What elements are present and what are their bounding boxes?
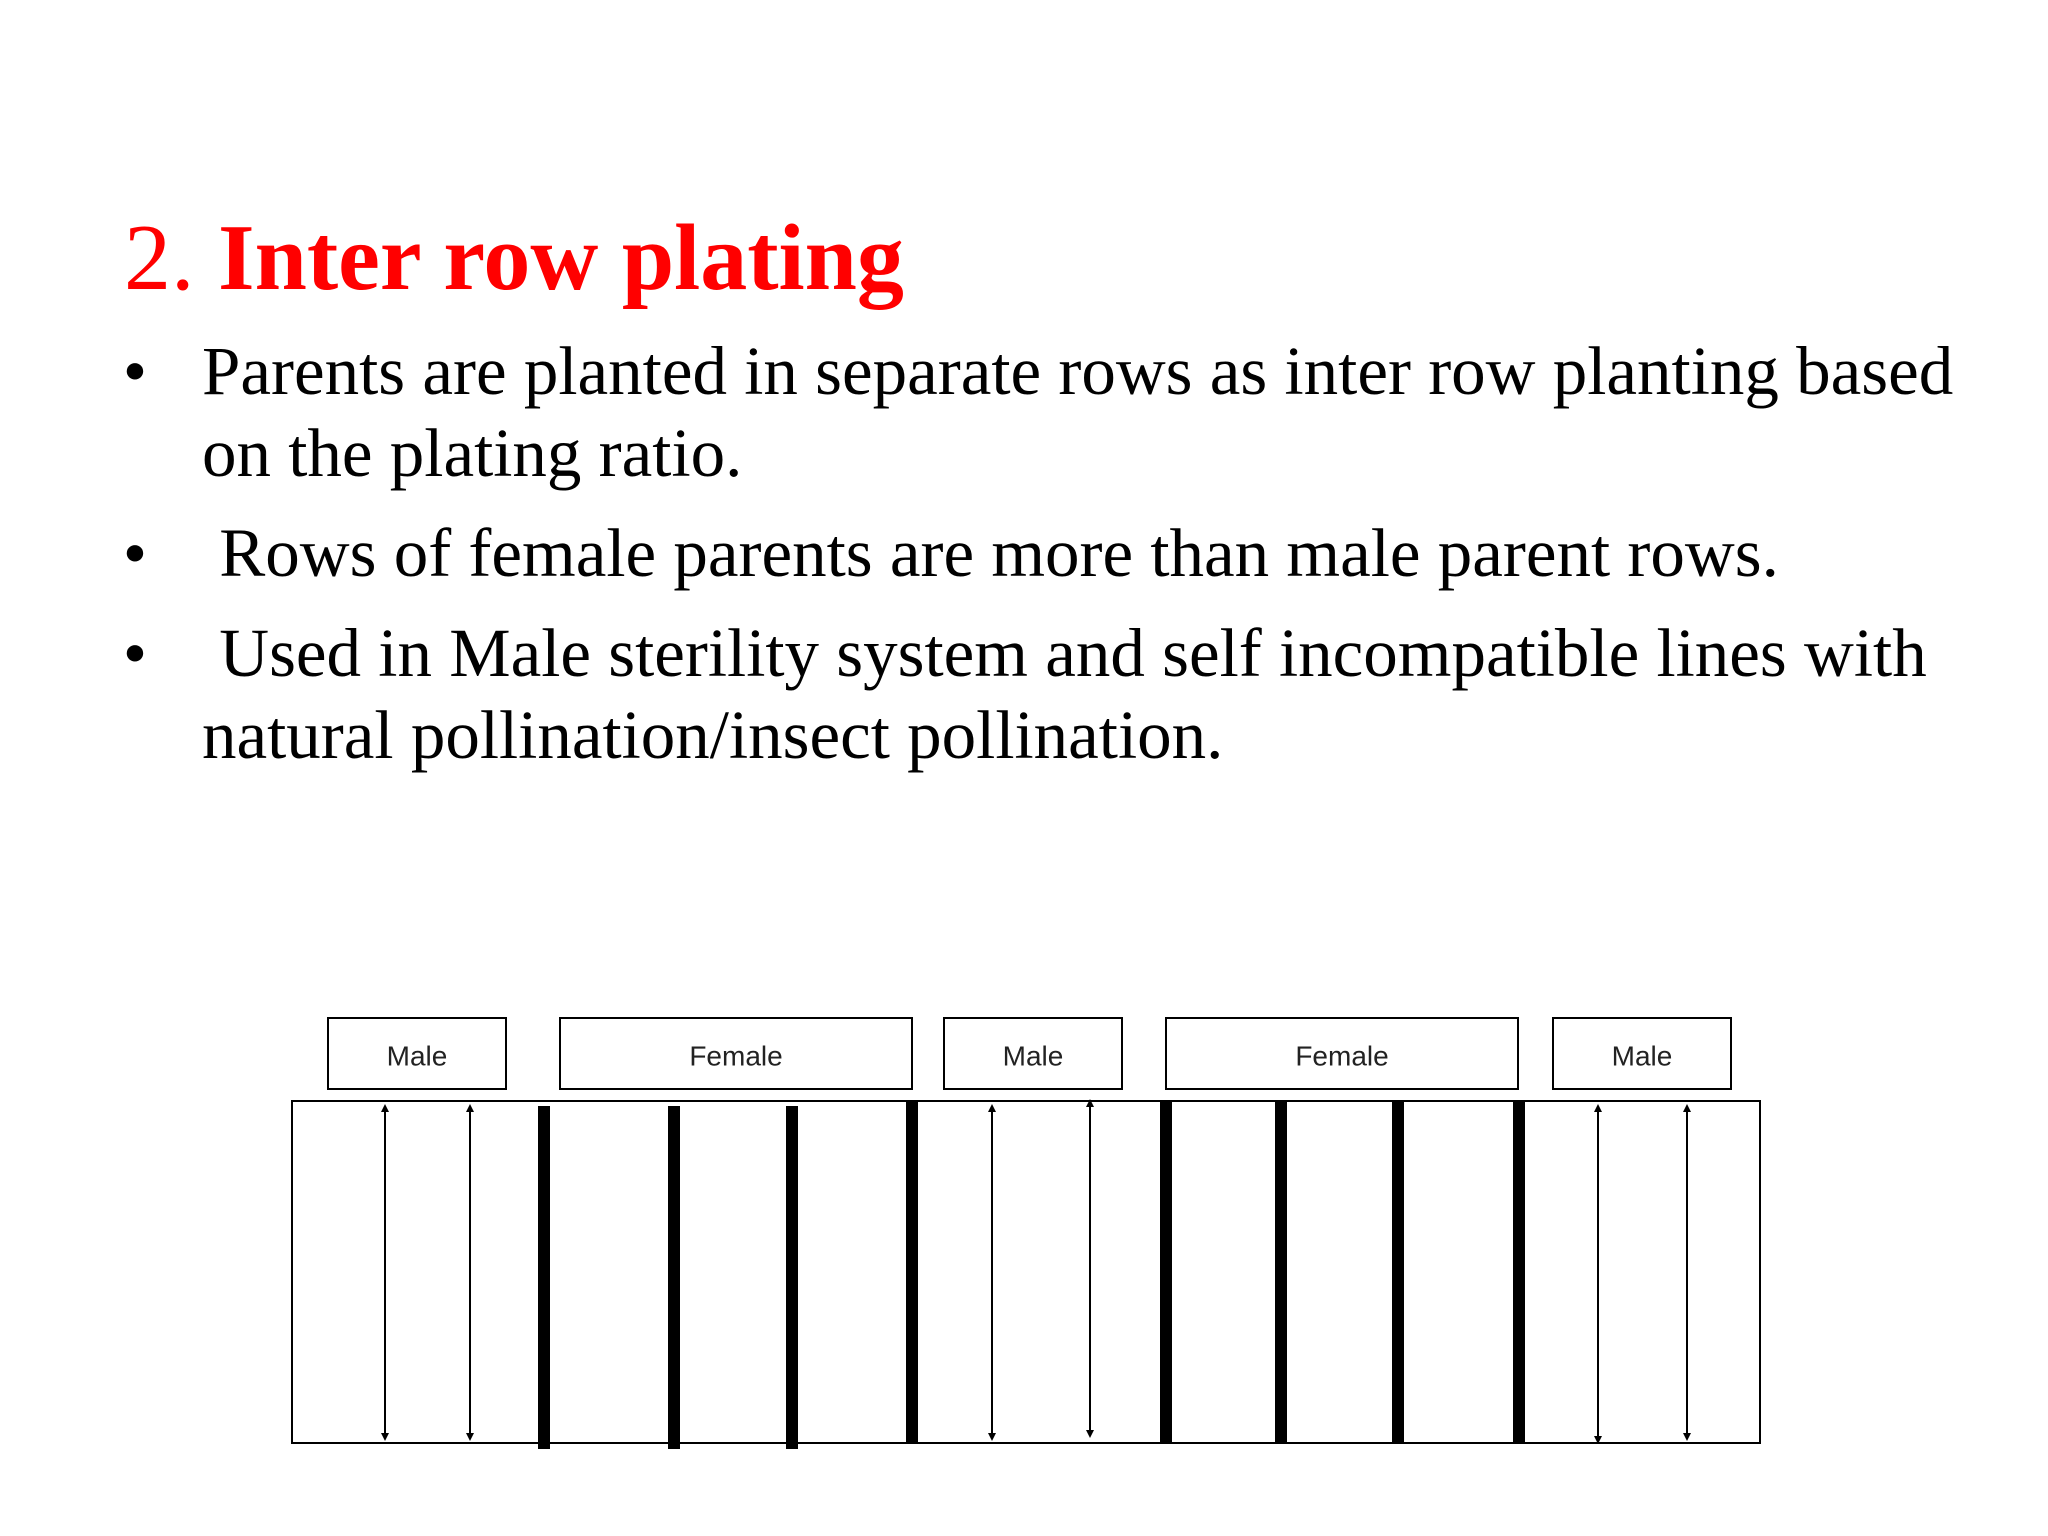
title-text: Inter row plating	[218, 206, 904, 310]
label-box-female-2	[1166, 1018, 1518, 1089]
female-row-bar	[1160, 1101, 1172, 1443]
field-outline	[292, 1101, 1760, 1443]
bullet-dot: •	[122, 515, 148, 591]
bullet-dot: •	[122, 333, 148, 409]
label-box-male-1	[328, 1018, 506, 1089]
bullet-dot: •	[122, 615, 148, 691]
female-row-bar	[538, 1106, 550, 1449]
female-row-bar	[1513, 1101, 1525, 1443]
female-row-bar	[1275, 1101, 1287, 1443]
label-female-1: Female	[689, 1040, 783, 1072]
female-row-bar	[668, 1106, 680, 1449]
label-male-1: Male	[386, 1040, 448, 1072]
female-row-bar	[1392, 1101, 1404, 1443]
label-box-female-1	[560, 1018, 912, 1089]
label-male-3: Male	[1611, 1040, 1673, 1072]
bullet-text: Rows of female parents are more than male parent rows.	[202, 515, 1779, 591]
label-box-male-3	[1553, 1018, 1731, 1089]
bullet-text: Used in Male sterility system and self incompatible lines with natural pollination/insect pollination.	[202, 615, 1944, 773]
label-female-2: Female	[1295, 1040, 1389, 1072]
label-box-male-2	[944, 1018, 1122, 1089]
female-row-bar	[906, 1101, 918, 1443]
female-row-bar	[786, 1106, 798, 1449]
label-male-2: Male	[1002, 1040, 1064, 1072]
bullet-text: Parents are planted in separate rows as inter row planting based on the plating ratio.	[202, 333, 1954, 491]
title-number: 2.	[124, 206, 195, 310]
